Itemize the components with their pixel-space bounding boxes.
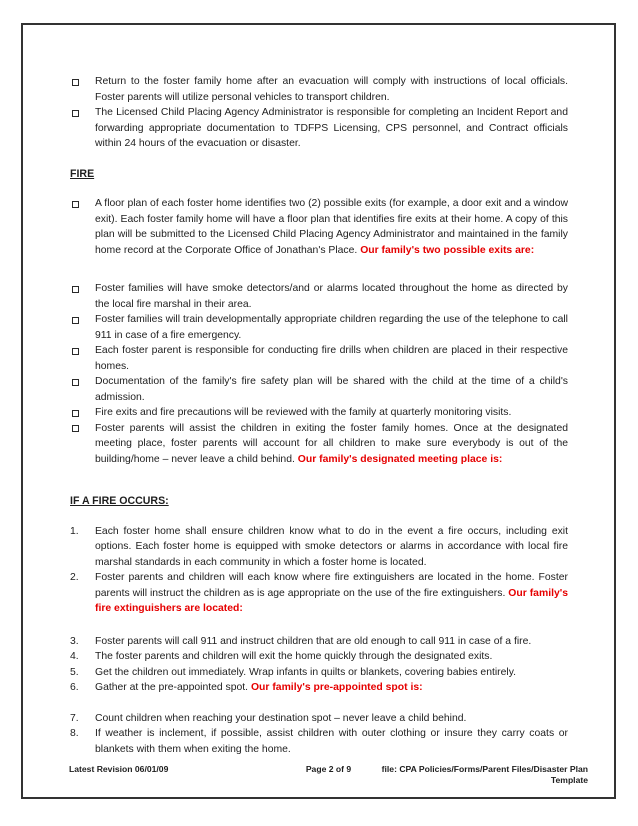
- highlight-text: Our family's designated meeting place is:: [297, 453, 503, 465]
- square-bullet-icon: [72, 201, 79, 208]
- numbered-item: [70, 665, 568, 681]
- numbered-item: [70, 634, 568, 650]
- bullet-item: [70, 343, 568, 374]
- bullet-text: Foster families will have smoke detectors/and or alarms located throughout the home as directed by the local fire marshal in their area.: [95, 283, 568, 310]
- item-number: 5.: [70, 666, 79, 678]
- bullet-item: [70, 405, 568, 421]
- item-number: 2.: [70, 572, 79, 583]
- bullet-text: Return to the foster family home after an evacuation will comply with instructions of local officials. Foster parents will utilize personal vehicles to transport children.: [95, 76, 568, 103]
- item-number: 7.: [70, 712, 79, 724]
- square-bullet-icon: [72, 379, 79, 386]
- bullet-text: Foster parents will assist the children in exiting the foster family homes. Once at the designated meeting place, foster parents will account for all children to make sure everybody is out of the building/home – never leave a child behind.: [95, 422, 568, 465]
- square-bullet-icon: [72, 410, 79, 417]
- numbered-group-3: [70, 711, 568, 758]
- bullet-text: Fire exits and fire precautions will be reviewed with the family at quarterly monitoring visits.: [95, 407, 512, 418]
- item-text: Count children when reaching your destination spot – never leave a child behind.: [95, 712, 467, 724]
- item-text: Gather at the pre-appointed spot.: [95, 682, 249, 693]
- item-number: 4.: [70, 651, 79, 662]
- bullet-item: [70, 281, 568, 312]
- footer-page-number: Page 2 of 9: [305, 764, 352, 774]
- highlight-text: Our family's pre-appointed spot is:: [250, 682, 423, 693]
- numbered-item: [70, 649, 568, 665]
- footer-revision: Latest Revision 06/01/09: [69, 764, 169, 774]
- bullet-item: [70, 74, 568, 105]
- page-footer: [23, 764, 614, 786]
- item-number: 3.: [70, 635, 79, 647]
- bullet-text: Foster families will train developmentally appropriate children regarding the use of the telephone to call 911 in case of a fire emergency.: [95, 314, 568, 341]
- square-bullet-icon: [72, 348, 79, 355]
- item-text: The foster parents and children will exit the home quickly through the designated exits.: [95, 651, 493, 662]
- section-heading-if-a-fire-occurs: IF A FIRE OCCURS:: [70, 495, 169, 507]
- bullet-item: [70, 374, 568, 405]
- numbered-group-1: [70, 524, 568, 617]
- square-bullet-icon: [72, 317, 79, 324]
- item-text: Foster parents will call 911 and instruct children that are old enough to call 911 in case of a fire.: [95, 635, 532, 647]
- numbered-item: [70, 570, 568, 617]
- bullet-item: [70, 196, 568, 258]
- bullet-text: Each foster parent is responsible for conducting fire drills when children are placed in their respective homes.: [95, 345, 568, 372]
- highlight-text: Our family's fire extinguishers are located:: [95, 587, 568, 614]
- item-number: 6.: [70, 682, 79, 693]
- intro-bullet-group: [70, 74, 568, 152]
- bullet-text: The Licensed Child Placing Agency Administrator is responsible for completing an Incident Report and forwarding appropriate documentation to TDFPS Licensing, CPS personnel, and Contract officials within 24 hours of the evacuation or disaster.: [95, 107, 568, 149]
- fire-bullet-group: [70, 281, 568, 467]
- numbered-item: [70, 524, 568, 571]
- page-content: [23, 25, 614, 757]
- numbered-item: [70, 680, 568, 696]
- item-text: If weather is inclement, if possible, assist children with outer clothing or insure they carry coats or blankets with them when exiting the home.: [95, 728, 568, 755]
- document-page: [21, 23, 616, 799]
- square-bullet-icon: [72, 286, 79, 293]
- square-bullet-icon: [72, 79, 79, 86]
- bullet-item: [70, 421, 568, 468]
- item-text: Foster parents and children will each know where fire extinguishers are located in the home. Foster parents will instruct the children as is age appropriate on the use of the fire extinguishers.: [95, 572, 568, 599]
- item-number: 8.: [70, 728, 79, 739]
- item-text: Get the children out immediately. Wrap infants in quilts or blankets, covering babies entirely.: [95, 666, 517, 678]
- square-bullet-icon: [72, 110, 79, 117]
- section-heading-fire: FIRE: [70, 167, 95, 180]
- bullet-item: [70, 312, 568, 343]
- numbered-item: [70, 711, 568, 727]
- bullet-text: Documentation of the family's fire safety plan will be shared with the child at the time of a child's admission.: [95, 376, 568, 403]
- item-number: 1.: [70, 525, 79, 537]
- footer-file-path: file: CPA Policies/Forms/Parent Files/Disaster Plan Template: [381, 764, 588, 785]
- bullet-text: A floor plan of each foster home identifies two (2) possible exits (for example, a door exit and a window exit). Each foster family home will have a floor plan that identifies fire exits at their home. A copy of this plan will be submitted to the Licensed Child Placing Agency Administrator and maintained in the family home record at the Corporate Office of Jonathan's Place.: [95, 198, 568, 256]
- numbered-item: [70, 726, 568, 757]
- bullet-item: [70, 105, 568, 152]
- square-bullet-icon: [72, 425, 79, 432]
- highlight-text: Our family's two possible exits are:: [360, 244, 535, 256]
- numbered-group-2: [70, 634, 568, 696]
- item-text: Each foster home shall ensure children know what to do in the event a fire occurs, including exit options. Each foster home is equipped with smoke detectors or alarms in accordance with local fire marshal standards in each community in which a foster home is located.: [95, 525, 568, 568]
